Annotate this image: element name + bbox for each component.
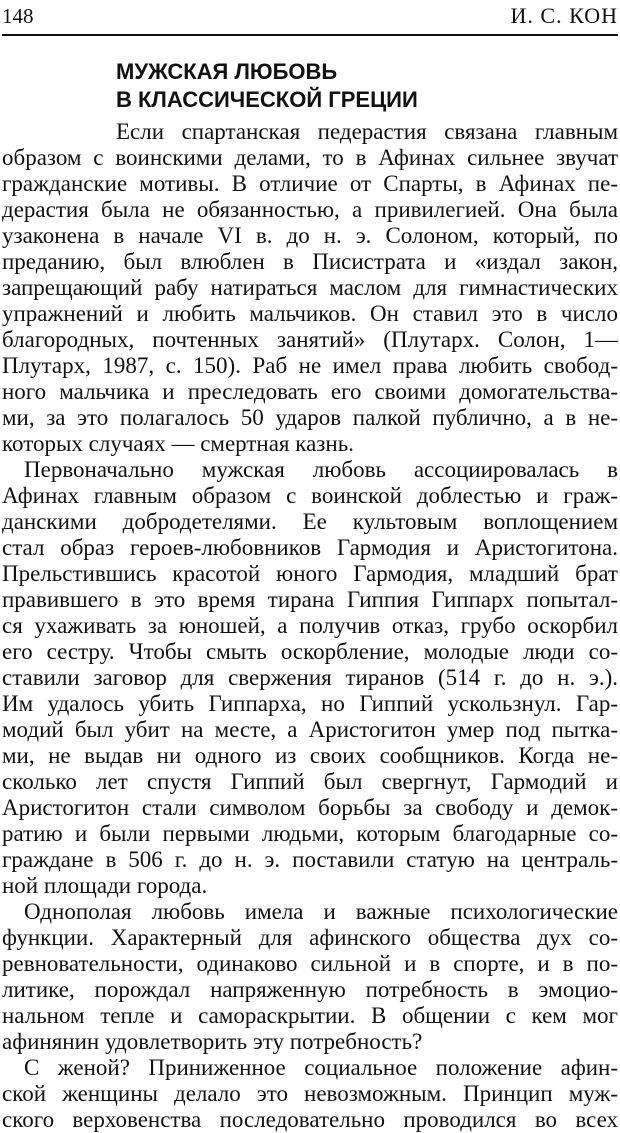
text-line: ратию и были первыми людьми, которым благодарные со- bbox=[2, 821, 618, 846]
text-line: Однополая любовь имела и важные психологические bbox=[24, 899, 618, 924]
running-head bbox=[2, 0, 618, 36]
text-line: афинянин удовлетворить эту потребность? bbox=[2, 1029, 423, 1054]
text-line: Аристогитон стали символом борьбы за свободу и демок- bbox=[2, 795, 618, 820]
text-line: Прельстившись красотой юного Гармодия, младший брат bbox=[2, 561, 618, 586]
text-line: ми, не выдав ни одного из своих сообщников. Когда не- bbox=[2, 743, 618, 768]
text-line: упражнений и любить мальчиков. Он ставил это в число bbox=[2, 301, 618, 326]
text-line: граждане в 506 г. до н. э. поставили статую на централь- bbox=[2, 847, 618, 872]
text-line: Плутарх, 1987, с. 150). Раб не имел права любить свобод- bbox=[2, 353, 618, 378]
text-line: ми, за это полагалось 50 ударов палкой публично, а в не- bbox=[2, 405, 618, 430]
text-line: благородных, почтенных занятий» (Плутарх. Солон, 1— bbox=[2, 327, 618, 352]
text-line: данскими добродетелями. Ее культовым воплощением bbox=[2, 509, 618, 534]
text-line: ной площади города. bbox=[2, 873, 208, 898]
text-line: ревновательности, одинаково сильной и в спорте, и в по- bbox=[2, 951, 618, 976]
text-line: узаконена в начале VI в. до н. э. Солоном, который, по bbox=[2, 223, 618, 248]
text-line: образом с воинскими делами, то в Афинах сильнее звучат bbox=[2, 145, 618, 170]
text-line: правившего в это время тирана Гиппия Гиппарх попытал- bbox=[2, 587, 618, 612]
chapter-title-line: МУЖСКАЯ ЛЮБОВЬ bbox=[116, 59, 338, 84]
text-line: которых случаях — смертная казнь. bbox=[2, 431, 354, 456]
text-line: ской женщины делало это невозможным. Принцип муж- bbox=[2, 1081, 618, 1106]
chapter-title bbox=[116, 58, 536, 114]
text-line: Афинах главным образом с воинской доблестью и граж- bbox=[2, 483, 618, 508]
text-line: Если спартанская педерастия связана главным bbox=[116, 119, 618, 144]
text-line: сколько лет спустя Гиппий был свергнут, Гармодий и bbox=[2, 769, 618, 794]
text-line: ся ухаживать за юношей, а получив отказ, грубо оскорбил bbox=[2, 613, 618, 638]
text-line: запрещающий рабу натираться маслом для гимнастических bbox=[2, 275, 618, 300]
text-line: литике, порождал напряженную потребность в эмоцио- bbox=[2, 977, 618, 1002]
text-line: преданию, был влюблен в Писистрата и «издал закон, bbox=[2, 249, 618, 274]
text-line: гражданские мотивы. В отличие от Спарты, в Афинах пе- bbox=[2, 171, 618, 196]
text-line: функции. Характерный для афинского общества дух со- bbox=[2, 925, 618, 950]
text-line: Первоначально мужская любовь ассоциировалась в bbox=[24, 457, 618, 482]
page-number: 148 bbox=[2, 4, 34, 28]
text-line: ного мальчика и преследовать его своими домогательства- bbox=[2, 379, 618, 404]
chapter-title-line: В КЛАССИЧЕСКОЙ ГРЕЦИИ bbox=[116, 87, 418, 112]
text-line: дерастия была не обязанностью, а привилегией. Она была bbox=[2, 197, 618, 222]
text-line: стал образ героев-любовников Гармодия и Аристогитона. bbox=[2, 535, 618, 560]
text-line: модий был убит на месте, а Аристогитон умер под пытка- bbox=[2, 717, 618, 742]
running-author: И. С. КОН bbox=[510, 3, 618, 28]
body-text bbox=[2, 119, 618, 1133]
text-line: нальном тепле и самораскрытии. В общении с кем мог bbox=[2, 1003, 618, 1028]
text-line: С женой? Приниженное социальное положение афин- bbox=[24, 1055, 618, 1080]
text-line: его сестру. Чтобы смыть оскорбление, молодые люди со- bbox=[2, 639, 618, 664]
text-line: ского верховенства последовательно проводился во всех bbox=[2, 1107, 618, 1132]
text-line: ставили заговор для свержения тиранов (514 г. до н. э.). bbox=[2, 665, 618, 690]
text-line: Им удалось убить Гиппарха, но Гиппий ускользнул. Гар- bbox=[2, 691, 618, 716]
